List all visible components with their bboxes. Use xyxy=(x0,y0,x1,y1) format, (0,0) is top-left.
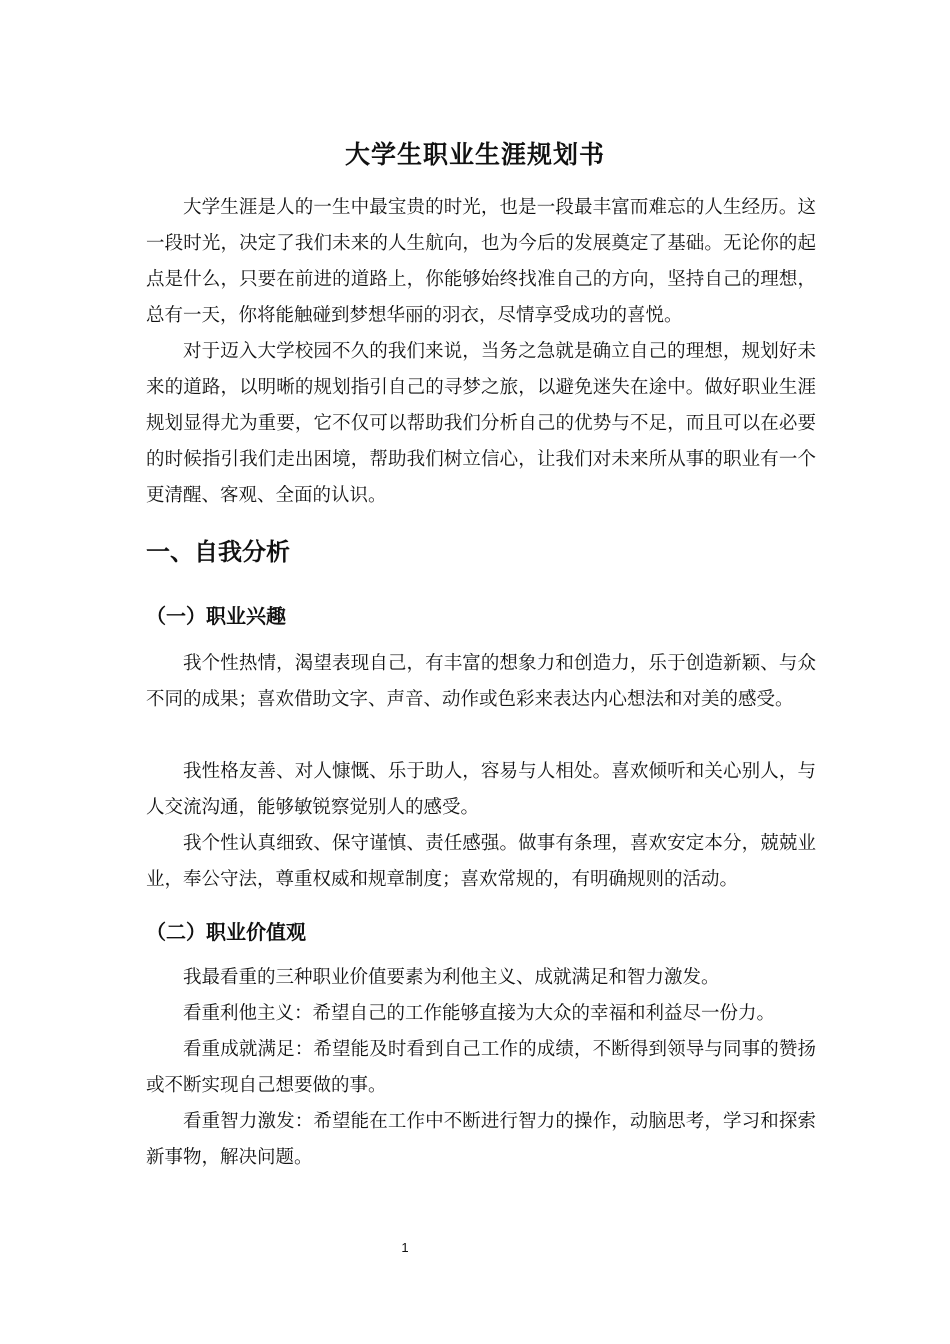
subsection-heading-career-values: （二）职业价值观 xyxy=(146,920,306,944)
subsection-heading-career-interest: （一）职业兴趣 xyxy=(146,604,286,628)
intro-paragraph-2: 对于迈入大学校园不久的我们来说，当务之急就是确立自己的理想，规划好未来的道路，以明晰的规划指引自己的寻梦之旅，以避免迷失在途中。做好职业生涯规划显得尤为重要，它不仅可以帮助我们分析自己的优势与不足，而且可以在必要的时候指引我们走出困境，帮助我们树立信心，让我们对未来所从事的职业有一个更清醒、客观、全面的认识。 xyxy=(146,341,816,506)
values-paragraph-3: 看重成就满足：希望能及时看到自己工作的成绩，不断得到领导与同事的赞扬或不断实现自己想要做的事。 xyxy=(146,1039,816,1096)
interest-paragraph-1: 我个性热情，渴望表现自己，有丰富的想象力和创造力，乐于创造新颖、与众不同的成果；喜欢借助文字、声音、动作或色彩来表达内心想法和对美的感受。 xyxy=(146,653,816,710)
page-number: 1 xyxy=(401,1240,409,1255)
interest-paragraph-2: 我性格友善、对人慷慨、乐于助人，容易与人相处。喜欢倾听和关心别人，与人交流沟通，能够敏锐察觉别人的感受。 xyxy=(146,761,816,818)
section-heading-self-analysis: 一、自我分析 xyxy=(146,538,290,566)
interest-paragraph-3: 我个性认真细致、保守谨慎、责任感强。做事有条理，喜欢安定本分，兢兢业业，奉公守法，尊重权威和规章制度；喜欢常规的，有明确规则的活动。 xyxy=(146,833,816,890)
values-paragraph-2: 看重利他主义：希望自己的工作能够直接为大众的幸福和利益尽一份力。 xyxy=(183,1003,776,1024)
values-paragraph-4: 看重智力激发：希望能在工作中不断进行智力的操作，动脑思考，学习和探索新事物，解决问题。 xyxy=(146,1111,816,1168)
intro-paragraph-1: 大学生涯是人的一生中最宝贵的时光，也是一段最丰富而难忘的人生经历。这一段时光，决定了我们未来的人生航向，也为今后的发展奠定了基础。无论你的起点是什么，只要在前进的道路上，你能够始终找准自己的方向，坚持自己的理想，总有一天，你将能触碰到梦想华丽的羽衣，尽情享受成功的喜悦。 xyxy=(146,197,816,326)
document-title: 大学生职业生涯规划书 xyxy=(344,140,605,169)
values-paragraph-1: 我最看重的三种职业价值要素为利他主义、成就满足和智力激发。 xyxy=(183,967,720,988)
